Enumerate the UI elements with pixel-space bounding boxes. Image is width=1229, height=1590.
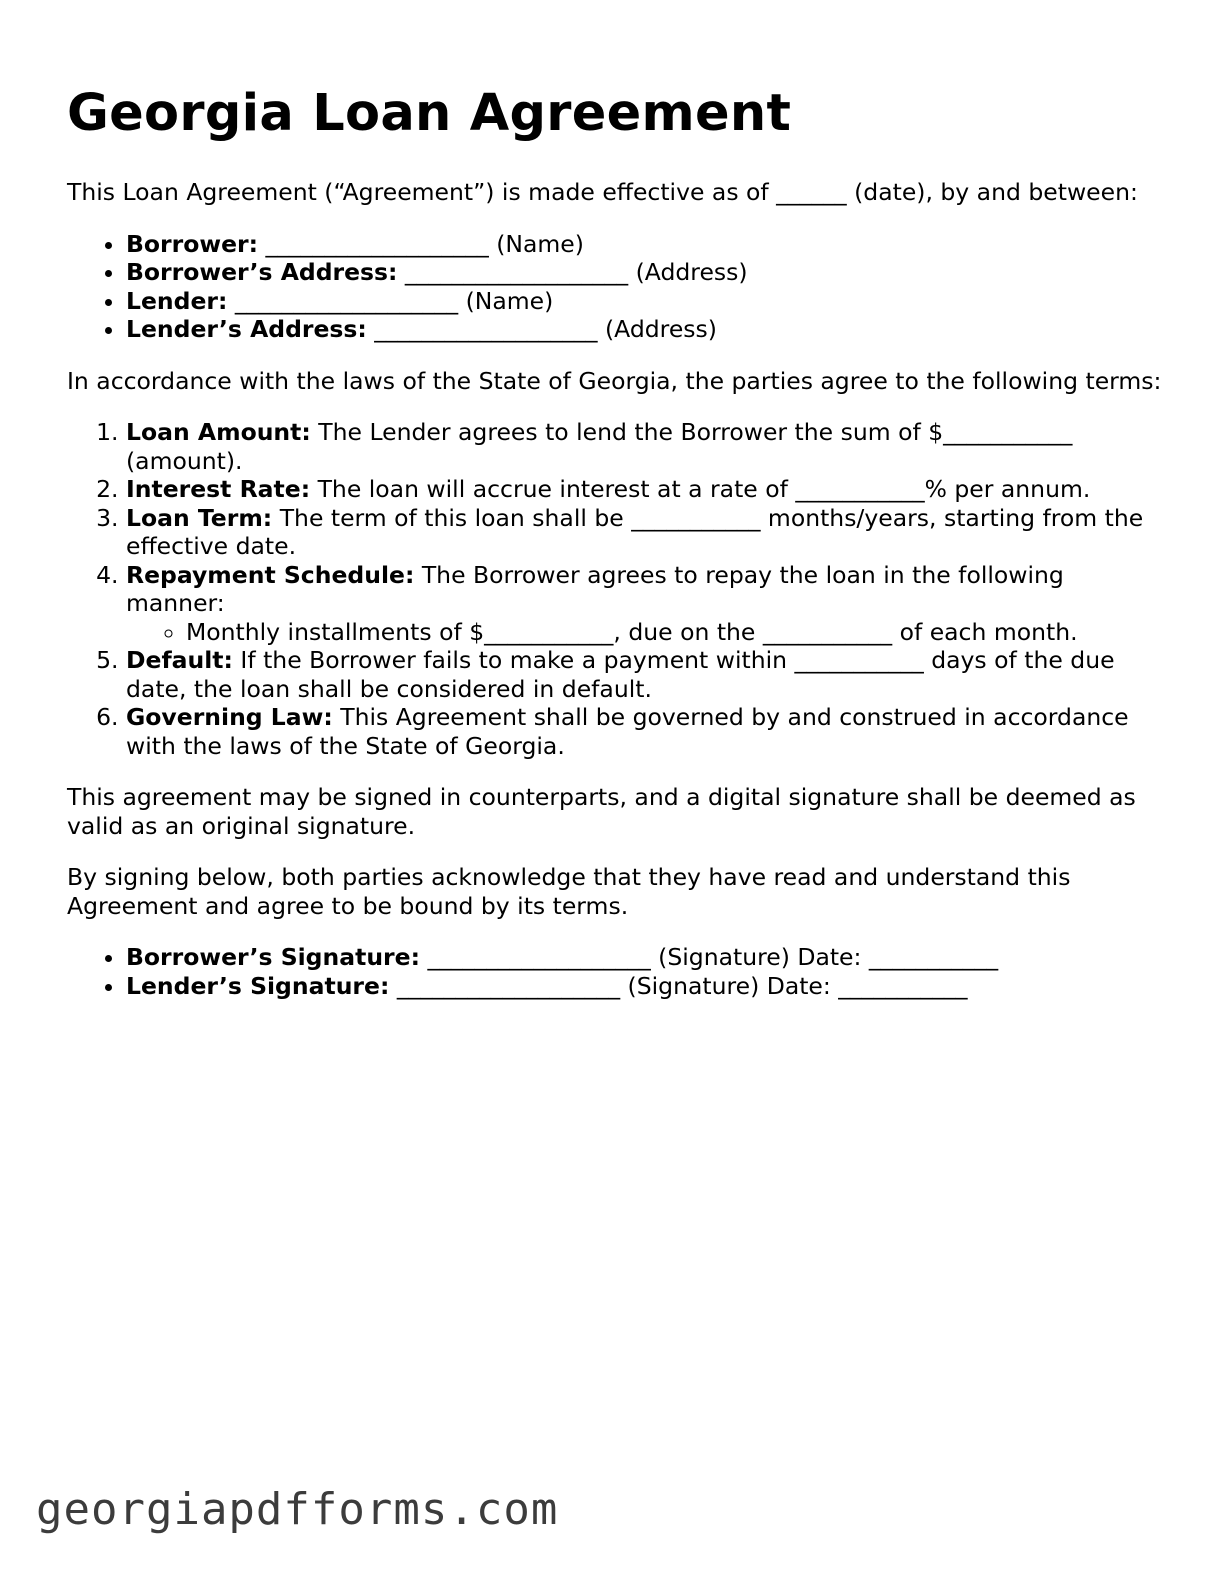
term-governing-law: 6. Governing Law: This Agreement shall be governed by and construed in accordance with the laws of the State of Georgia. xyxy=(126,703,1162,760)
document-title: Georgia Loan Agreement xyxy=(67,84,792,143)
counterparts-paragraph: This agreement may be signed in counterparts, and a digital signature shall be deemed as valid as an original signature. xyxy=(67,783,1136,840)
signatures-list xyxy=(67,943,1162,1000)
signature-lender: • Lender’s Signature: ___________________ (Signature) Date: ___________ xyxy=(126,972,1162,1001)
acknowledge-paragraph: By signing below, both parties acknowledge that they have read and understand this Agreement and agree to be bound by its terms. xyxy=(67,863,1071,920)
repayment-sublist xyxy=(126,618,1162,647)
accordance-paragraph: In accordance with the laws of the State of Georgia, the parties agree to the following terms: xyxy=(67,366,1162,395)
term-loan-amount: 1. Loan Amount: The Lender agrees to lend the Borrower the sum of $___________ (amount). xyxy=(126,418,1162,475)
repayment-installments: ◦ Monthly installments of $___________, due on the ___________ of each month. xyxy=(186,618,1162,647)
term-repayment-schedule: 4. Repayment Schedule: The Borrower agrees to repay the loan in the following manner: ◦ Monthly installments of $___________, due on the ___________ of each month. xyxy=(126,561,1162,647)
terms-list xyxy=(67,418,1162,760)
intro-paragraph: This Loan Agreement (“Agreement”) is made effective as of ______ (date), by and between: xyxy=(67,178,1138,206)
parties-list xyxy=(67,230,1162,344)
site-watermark: georgiapdfforms.com xyxy=(36,1484,559,1535)
party-borrower-name: • Borrower: ___________________ (Name) xyxy=(126,230,1162,259)
party-lender-name: • Lender: ___________________ (Name) xyxy=(126,287,1162,316)
party-lender-address: • Lender’s Address: ___________________ (Address) xyxy=(126,315,1162,344)
document-page xyxy=(67,80,1162,1000)
signature-borrower: • Borrower’s Signature: ___________________ (Signature) Date: ___________ xyxy=(126,943,1162,972)
party-borrower-address: • Borrower’s Address: ___________________ (Address) xyxy=(126,258,1162,287)
term-default: 5. Default: If the Borrower fails to make a payment within ___________ days of the due date, the loan shall be considered in default. xyxy=(126,646,1162,703)
term-loan-term: 3. Loan Term: The term of this loan shall be ___________ months/years, starting from the effective date. xyxy=(126,504,1162,561)
term-interest-rate: 2. Interest Rate: The loan will accrue interest at a rate of ___________% per annum. xyxy=(126,475,1162,504)
